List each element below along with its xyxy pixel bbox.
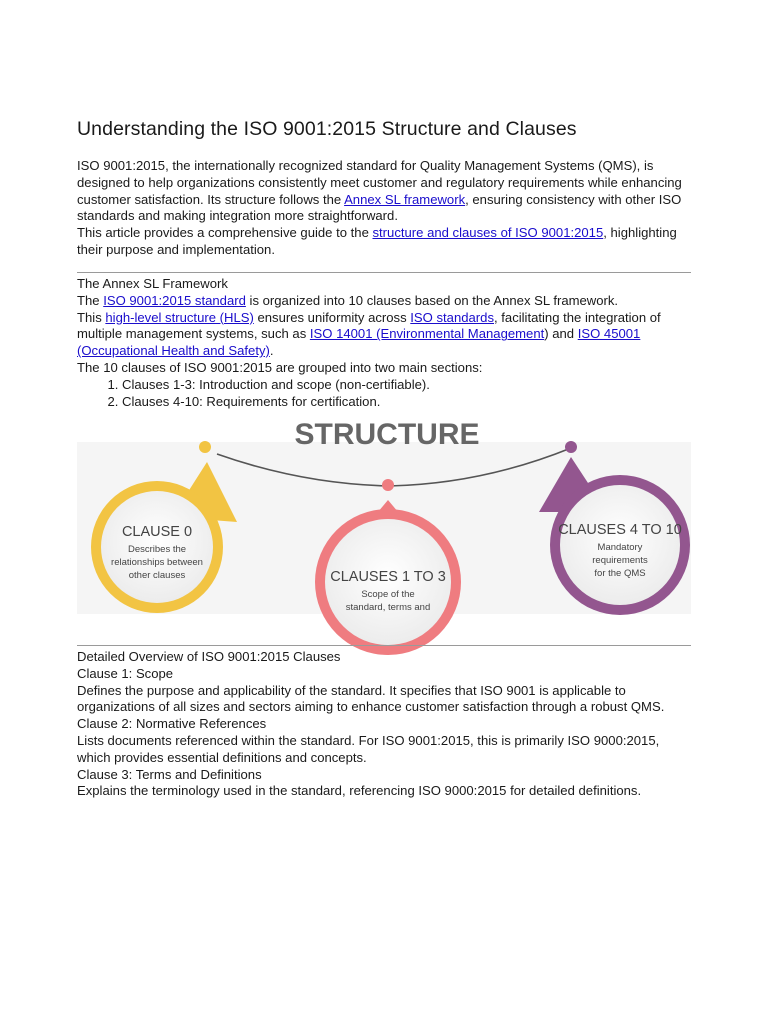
clause-1-text: Defines the purpose and applicability of the standard. It specifies that ISO 9001 is applicable to organizations of all sizes and sectors aiming to enhance customer satisfaction through a robust QMS. [77, 682, 665, 715]
structure-heading: STRUCTURE [294, 418, 480, 451]
clauses-4-10-desc: Mandatory [597, 542, 643, 553]
list-item-text: : Introduction and scope (non-certifiable). [191, 376, 430, 392]
annex-section [77, 276, 693, 410]
annex-text: The [77, 292, 104, 308]
intro-paragraph-1 [77, 158, 693, 225]
structure-figure [77, 418, 691, 614]
connector-arc [217, 448, 571, 486]
clause-3-text: Explains the terminology used in the standard, referencing ISO 9000:2015 for detailed definitions. [77, 783, 642, 799]
clauses-1-3-desc: Scope of the [361, 589, 415, 600]
clauses-4-10-desc: requirements [592, 555, 648, 566]
hls-link[interactable]: high-level structure (HLS) [105, 309, 254, 325]
page-title: Understanding the ISO 9001:2015 Structure and Clauses [77, 118, 577, 140]
annex-text: ) and [544, 326, 578, 342]
clause-0-title: CLAUSE 0 [121, 524, 193, 540]
annex-sl-framework-link[interactable]: Annex SL framework [344, 191, 466, 207]
list-item-text: : Requirements for certification. [199, 393, 381, 409]
clause-groups-list [77, 377, 693, 411]
iso-9001-standard-link[interactable]: ISO 9001:2015 standard [103, 292, 246, 308]
clause-3-heading: Clause 3: Terms and Definitions [77, 766, 262, 782]
clauses-4-10-badge [539, 457, 690, 615]
list-item [122, 394, 693, 411]
divider [77, 645, 691, 646]
annex-line-2 [77, 310, 693, 360]
clause-0-badge [91, 462, 237, 613]
clause-0-desc: relationships between [111, 557, 203, 568]
clause-1-heading: Clause 1: Scope [77, 665, 174, 681]
iso-14001-link[interactable]: ISO 14001 (Environmental Management [309, 326, 545, 342]
intro-text: ISO 9001:2015, the internationally recognized standard for Quality Management Systems (QMS), is designed to help organizations consistently meet customer and regulatory requirements while enhancing customer satisfaction. Its structure follows the [77, 158, 682, 207]
annex-text: . [269, 343, 274, 359]
clause-2-heading: Clause 2: Normative References [77, 716, 267, 732]
annex-text: , facilitating the integration of multiple management systems, such as [77, 309, 661, 342]
overview-heading: Detailed Overview of ISO 9001:2015 Clauses [77, 649, 341, 664]
overview-section [77, 649, 693, 800]
intro-paragraph-2 [77, 225, 693, 259]
clauses-4-10-title: CLAUSES 4 TO 10 [558, 522, 682, 538]
clauses-1-3-desc: standard, terms and [345, 602, 431, 613]
list-item [122, 377, 693, 394]
annex-text: This [77, 309, 106, 325]
list-item-label: Clauses 1-3 [122, 376, 192, 392]
intro-text: , highlighting their purpose and implementation. [77, 225, 677, 257]
list-item-label: Clauses 4-10 [122, 393, 200, 409]
annex-line-3: The 10 clauses of ISO 9001:2015 are grouped into two main sections: [77, 359, 483, 375]
structure-diagram [77, 418, 691, 614]
dot-pink [382, 479, 394, 491]
clause-2-text: Lists documents referenced within the standard. For ISO 9001:2015, this is primarily ISO 9000:2015, which provides essential definitions and concepts. [77, 732, 660, 765]
intro-section [77, 158, 693, 259]
annex-text: ensures uniformity across [253, 309, 411, 325]
annex-line-1 [77, 293, 693, 310]
clause-0-desc: Describes the [127, 544, 187, 555]
divider [77, 272, 691, 273]
iso-standards-link[interactable]: ISO standards [410, 309, 494, 325]
intro-text: This article provides a comprehensive guide to the [77, 225, 373, 241]
dot-purple [565, 441, 577, 453]
clauses-1-3-title: CLAUSES 1 TO 3 [330, 569, 446, 585]
clause-0-desc: other clauses [128, 570, 186, 581]
iso-45001-link[interactable]: ISO 45001 (Occupational Health and Safety) [77, 326, 641, 359]
clauses-4-10-desc: for the QMS [594, 568, 646, 579]
annex-heading: The Annex SL Framework [77, 276, 228, 291]
intro-text: , ensuring consistency with other ISO standards and making integration more straightforward. [77, 191, 682, 224]
clauses-1-3-badge [315, 500, 461, 655]
annex-text: is organized into 10 clauses based on the Annex SL framework. [245, 292, 619, 308]
structure-clauses-link[interactable]: structure and clauses of ISO 9001:2015 [372, 225, 604, 241]
dot-yellow [199, 441, 211, 453]
